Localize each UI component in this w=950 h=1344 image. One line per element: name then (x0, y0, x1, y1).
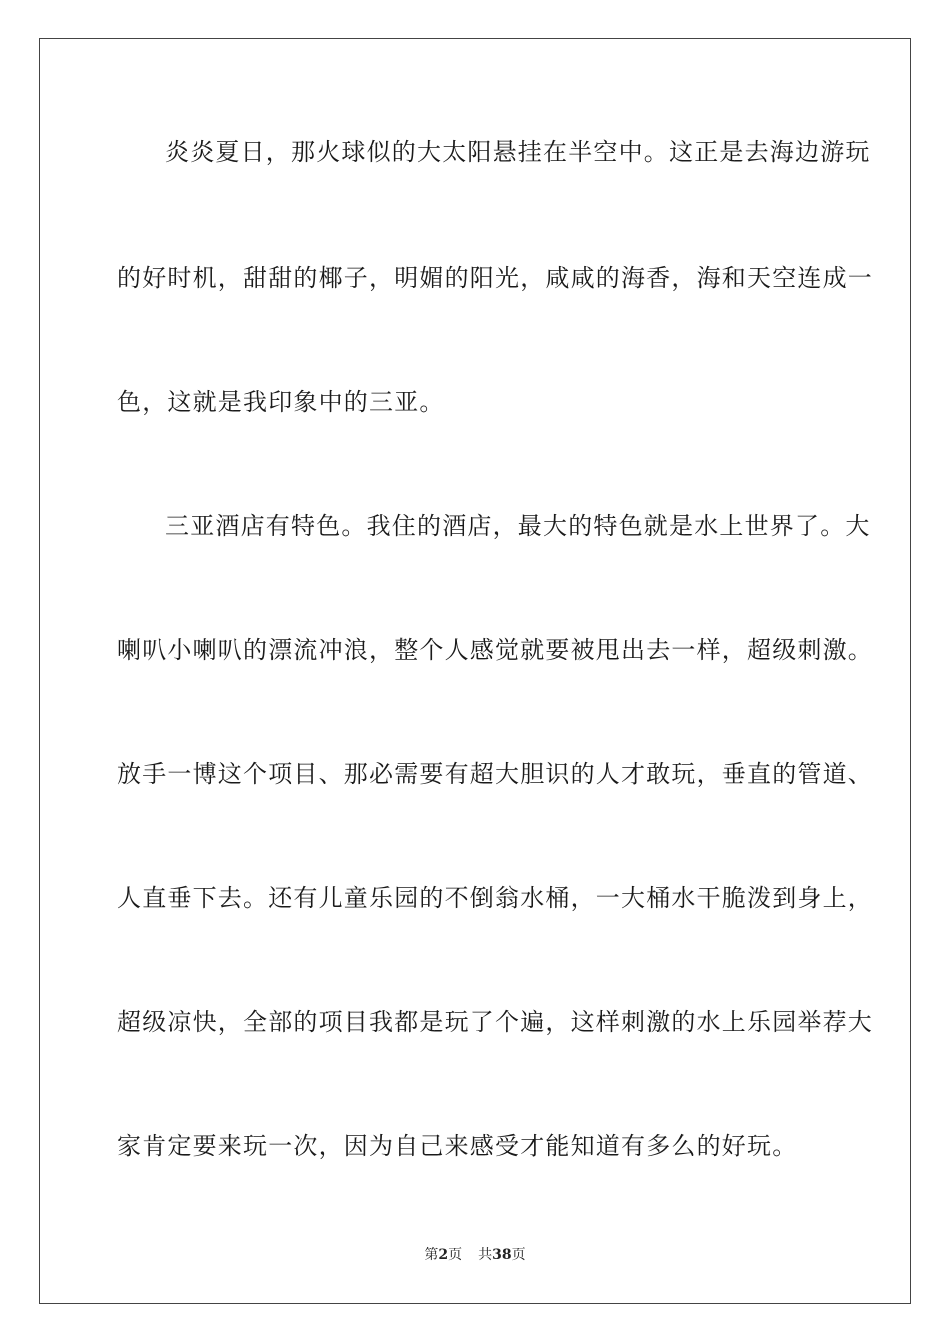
text-line-3: 色，这就是我印象中的三亚。 (117, 388, 445, 416)
total-suffix: 页 (511, 1247, 526, 1263)
text-line-4: 三亚酒店有特色。我住的酒店，最大的特色就是水上世界了。大 (165, 512, 871, 540)
page-suffix: 页 (448, 1247, 463, 1263)
text-line-6: 放手一博这个项目、那必需要有超大胆识的人才敢玩，垂直的管道、 (117, 760, 873, 788)
text-line-5: 喇叭小喇叭的漂流冲浪，整个人感觉就要被甩出去一样，超级刺激。 (117, 636, 873, 664)
page-border (39, 38, 911, 1304)
total-pages: 38 (492, 1247, 512, 1263)
text-line-8: 超级凉快，全部的项目我都是玩了个遍，这样刺激的水上乐园举荐大 (117, 1008, 873, 1036)
page-footer (0, 1246, 950, 1264)
page-number: 2 (438, 1247, 449, 1263)
text-line-7: 人直垂下去。还有儿童乐园的不倒翁水桶，一大桶水干脆泼到身上， (117, 884, 873, 912)
page-prefix: 第 (424, 1247, 439, 1263)
text-line-1: 炎炎夏日，那火球似的大太阳悬挂在半空中。这正是去海边游玩 (165, 138, 871, 166)
text-line-9: 家肯定要来玩一次，因为自己来感受才能知道有多么的好玩。 (117, 1132, 798, 1160)
total-prefix: 共 (478, 1247, 493, 1263)
text-line-2: 的好时机，甜甜的椰子，明媚的阳光，咸咸的海香，海和天空连成一 (117, 264, 873, 292)
